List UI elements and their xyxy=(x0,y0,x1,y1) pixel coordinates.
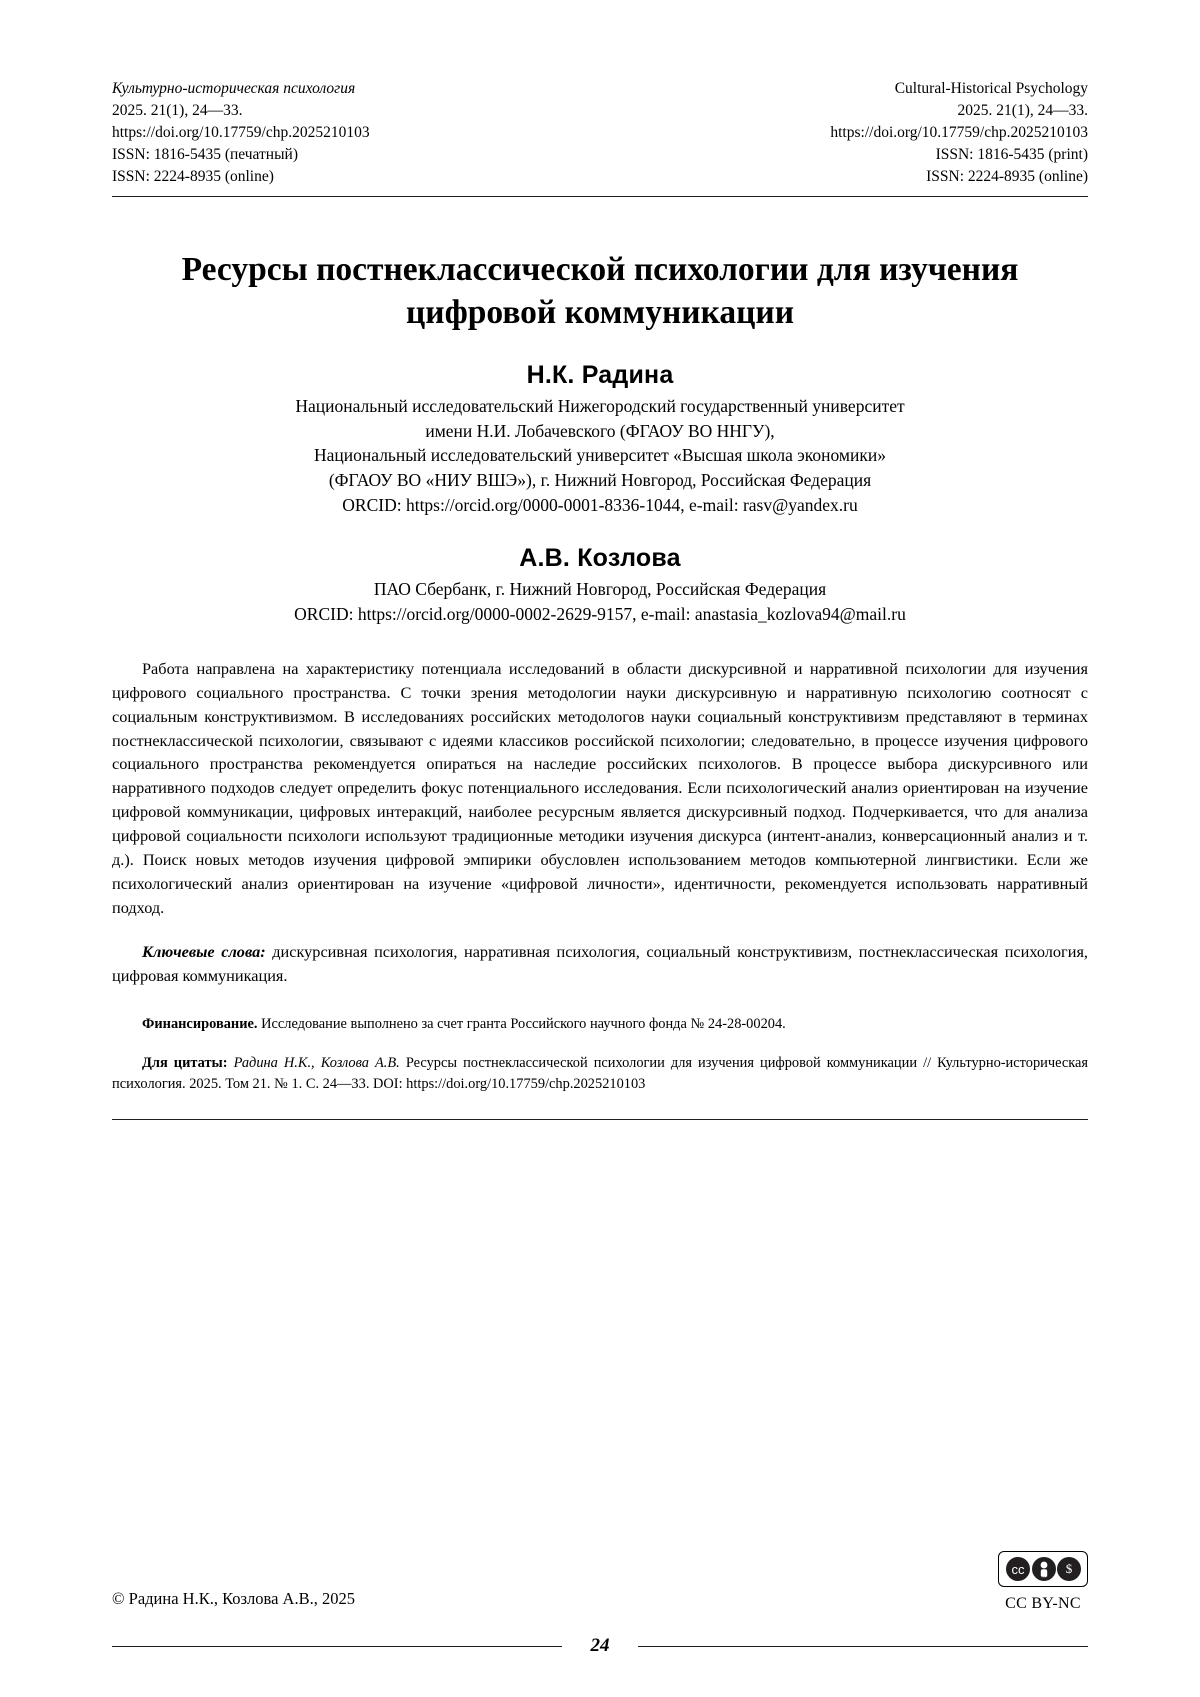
page-number: 24 xyxy=(590,1635,610,1656)
abstract-text: Работа направлена на характеристику потенциала исследований в области дискурсивной и нарративной психологии для изучения цифрового социального пространства. С точки зрения методологии науки дискурсивную и нарративную психологию соотносят с социальным конструктивизмом. В исследованиях российских методологов науки социальный конструктивизм представляют в терминах постнеклассической психологии, связывают с идеями классиков российской психологии; следовательно, в процессе изучения цифрового социального пространства рекомендуется опираться на наследие российских психологов. В процессе выбора дискурсивного или нарративного подходов следует определить фокус потенциального исследования. Если психологический анализ ориентирован на изучение цифровой коммуникации, цифровых интеракций, наиболее ресурсным является дискурсивный подход. Подчеркивается, что для анализа цифровой социальности психологи используют традиционные методики изучения дискурса (интент-анализ, конверсационный анализ и т. д.). Поиск новых методов изучения цифровой эмпирики обусловлен использованием методов компьютерной лингвистики. Если же психологический анализ ориентирован на изучение «цифровой личности», идентичности, рекомендуется использовать нарративный подход. xyxy=(112,658,1088,918)
journal-title-ru: Культурно-историческая психология xyxy=(112,80,356,97)
masthead xyxy=(112,78,1088,196)
affiliation-line: Национальный исследовательский университет «Высшая школа экономики» xyxy=(314,445,886,466)
citation-label: Для цитаты: xyxy=(142,1054,228,1071)
masthead-divider xyxy=(112,196,1088,197)
copyright-row xyxy=(112,1551,1088,1613)
authors-block xyxy=(112,361,1088,627)
funding-section xyxy=(112,1014,1088,1035)
doi-link-ru[interactable]: https://doi.org/10.17759/chp.2025210103 xyxy=(112,124,370,141)
author-affiliation-2 xyxy=(112,577,1088,627)
keywords-text: дискурсивная психология, нарративная психология, социальный конструктивизм, постнеклассическая психология, цифровая коммуникация. xyxy=(112,942,1089,986)
page-number-row xyxy=(112,1635,1088,1657)
issn-online-ru: ISSN: 2224-8935 (online) xyxy=(112,168,274,185)
article-title: Ресурсы постнеклассической психологии для изучения цифровой коммуникации xyxy=(181,251,1019,331)
svg-text:NC: NC xyxy=(1065,1576,1073,1583)
issue-info-en: 2025. 21(1), 24—33. xyxy=(957,102,1088,119)
author-orcid-email-1[interactable]: ORCID: https://orcid.org/0000-0001-8336-1044, e-mail: rasv@yandex.ru xyxy=(342,495,858,516)
affiliation-line: Национальный исследовательский Нижегородский государственный университет xyxy=(295,395,905,416)
license-block xyxy=(998,1551,1088,1613)
affiliation-line: (ФГАОУ ВО «НИУ ВШЭ»), г. Нижний Новгород, Российская Федерация xyxy=(328,470,872,491)
funding-text: Исследование выполнено за счет гранта Российского научного фонда № 24-28-00204. xyxy=(261,1016,786,1033)
keywords-section xyxy=(112,940,1088,988)
author-name-1: Н.К. Радина xyxy=(526,360,674,389)
affiliation-line: ПАО Сбербанк, г. Нижний Новгород, Российская Федерация xyxy=(373,578,827,599)
author-orcid-email-2[interactable]: ORCID: https://orcid.org/0000-0002-2629-9157, e-mail: anastasia_kozlova94@mail.ru xyxy=(294,603,906,624)
author-affiliation-1 xyxy=(112,394,1088,518)
issn-print-en: ISSN: 1816-5435 (print) xyxy=(935,146,1088,163)
funding-label: Финансирование. xyxy=(142,1016,258,1033)
affiliation-line: имени Н.И. Лобачевского (ФГАОУ ВО ННГУ), xyxy=(425,420,775,441)
svg-text:$: $ xyxy=(1065,1561,1073,1576)
journal-title-en: Cultural-Historical Psychology xyxy=(894,80,1088,97)
svg-text:BY: BY xyxy=(1040,1576,1048,1583)
citation-section xyxy=(112,1053,1088,1095)
masthead-left xyxy=(112,78,370,188)
keywords-label: Ключевые слова: xyxy=(142,942,266,962)
footer-rule-right xyxy=(638,1646,1088,1647)
author-name-2: А.В. Козлова xyxy=(519,543,681,572)
svg-text:cc: cc xyxy=(1011,1562,1025,1577)
copyright-text: © Радина Н.К., Козлова А.В., 2025 xyxy=(112,1589,355,1608)
issue-info-ru: 2025. 21(1), 24—33. xyxy=(112,102,243,119)
page-footer xyxy=(112,1551,1088,1657)
footer-rule-left xyxy=(112,1646,562,1647)
masthead-right xyxy=(830,78,1088,188)
citation-text: Ресурсы постнеклассической психологии для изучения цифровой коммуникации // Культурно-историческая психология. 2025. Том 21. № 1. C. 24—33. DOI: https://doi.org/10.17759/chp.2025210103 xyxy=(112,1054,1088,1092)
creative-commons-by-nc-icon[interactable] xyxy=(998,1551,1088,1587)
doi-link-en[interactable]: https://doi.org/10.17759/chp.2025210103 xyxy=(830,124,1088,141)
issn-print-ru: ISSN: 1816-5435 (печатный) xyxy=(112,146,298,163)
license-label: CC BY-NC xyxy=(1005,1595,1081,1612)
citation-authors: Радина Н.К., Козлова А.В. xyxy=(233,1054,400,1071)
issn-online-en: ISSN: 2224-8935 (online) xyxy=(926,168,1088,185)
abstract-divider xyxy=(112,1119,1088,1120)
